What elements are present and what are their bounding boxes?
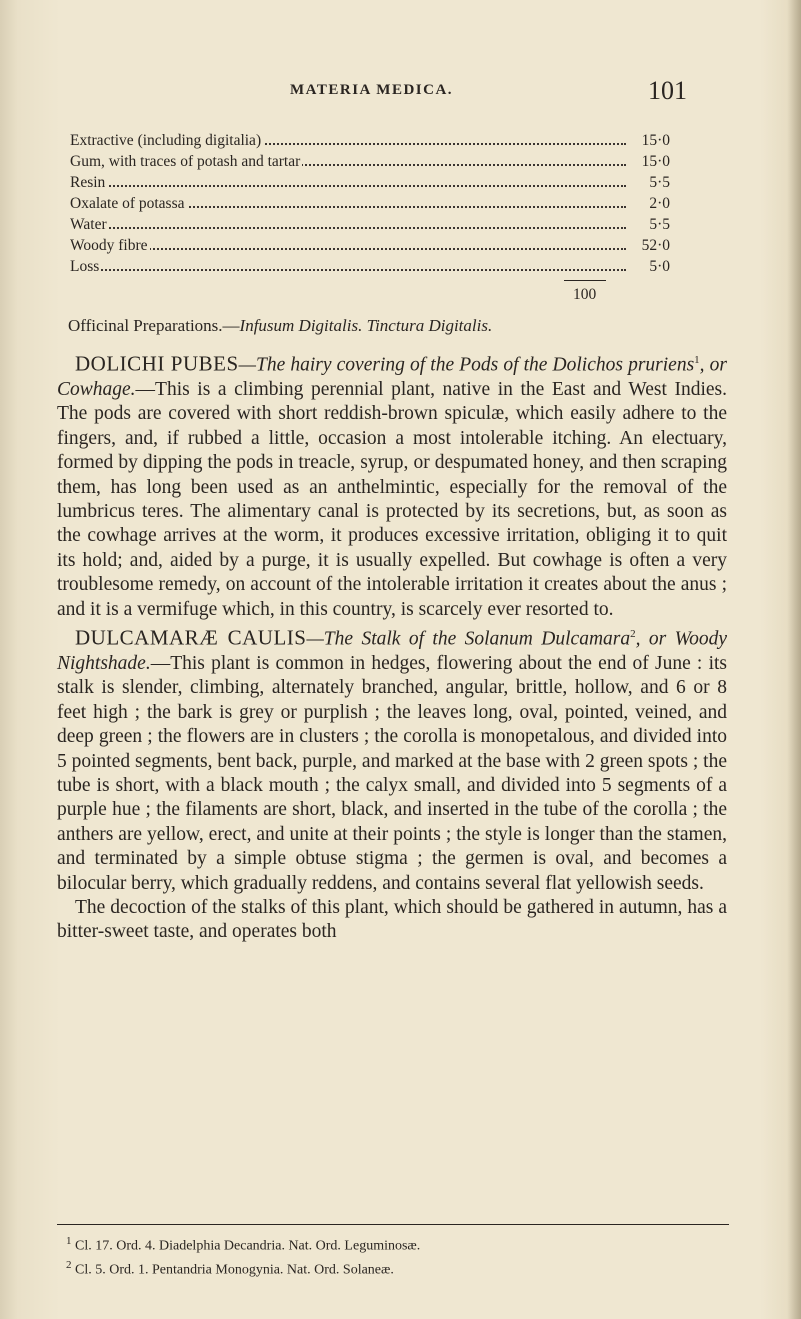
footnote-1 [66, 1232, 726, 1256]
analysis-table [70, 130, 670, 277]
analysis-row-label-text: Oxalate of potassa [70, 195, 185, 212]
analysis-row-value: 5·0 [649, 258, 670, 275]
footnote-2 [66, 1256, 726, 1280]
analysis-row-label [70, 256, 101, 277]
dolichi-paragraph [57, 348, 727, 622]
footnote-2-mark: 2 [66, 1258, 72, 1271]
analysis-row-value: 15·0 [641, 132, 670, 149]
footnote-mark-2: 2 [630, 627, 636, 640]
total-rule [564, 280, 606, 281]
analysis-row [70, 214, 670, 235]
analysis-row [70, 256, 670, 277]
analysis-row-label [70, 235, 150, 256]
analysis-row-label-text: Gum, with traces of potash and tartar [70, 153, 301, 170]
analysis-row [70, 130, 670, 151]
analysis-row-label [70, 130, 263, 151]
analysis-row [70, 172, 670, 193]
dulcamarae-heading: DULCAMARÆ CAULIS [75, 625, 307, 650]
dolichi-alt-name: , or Cowhage. [57, 354, 728, 400]
analysis-row-label-text: Water [70, 216, 107, 233]
analysis-row [70, 151, 670, 172]
dolichi-text: —This is a climbing perennial plant, native in the East and West Indies. The pods are covered with short reddish-brown spiculæ, which easily adhere to the fingers, and, if rubbed a little, occasion a most intolerable itching. An electuary, formed by dipping the pods in treacle, syrup, or despumated honey, and then scraping them, has long been used as an anthelmintic, especially for the removal of the lumbricus teres. The alimentary canal is protected by its secretions, but, as soon as the cowhage arrives at the worm, it produces excessive irritation, obliging it to quit its hold; and, aided by a purge, it is usually expelled. But cowhage is often a very troublesome remedy, on account of the intolerable irritation it creates about the anus ; and it is a vermifuge which, in this country, is scarcely ever resorted to. [57, 378, 727, 620]
analysis-row-value: 5·5 [649, 216, 670, 233]
dot-leader [70, 227, 626, 229]
analysis-row [70, 235, 670, 256]
decoction-paragraph: The decoction of the stalks of this plant, which should be gathered in autumn, has a bitter-sweet taste, and operates both [57, 896, 727, 943]
main-text [57, 348, 727, 945]
dulcamarae-description: —The Stalk of the Solanum Dulcamara [306, 628, 631, 650]
analysis-row-value: 52·0 [641, 237, 670, 254]
analysis-row-value: 2·0 [649, 195, 670, 212]
officinal-preparations [68, 316, 708, 336]
dulcamarae-paragraph [57, 622, 727, 896]
page-header [0, 78, 801, 108]
footnote-2-text: Cl. 5. Ord. 1. Pentandria Monogynia. Nat. Ord. Solaneæ. [75, 1262, 394, 1278]
dolichi-heading: DOLICHI PUBES [75, 351, 239, 376]
dulcamarae-alt-name: , or Woody Nightshade. [57, 628, 727, 674]
page-edge-shadow [787, 0, 801, 1319]
dulcamarae-text: —This plant is common in hedges, flowering about the end of June : its stalk is slender, climbing, alternately branched, angular, brittle, hollow, and 6 or 8 feet high ; the bark is grey or purplish ; the leaves long, oval, pointed, veined, and deep green ; the flowers are in clusters ; the corolla is monopetalous, and divided into 5 pointed segments, bent back, purple, and marked at the base with 2 green spots ; the tube is short, with a black mouth ; the calyx small, and divided into 5 segments of a purple hue ; the filaments are short, black, and inserted in the tube of the corolla ; the anthers are yellow, erect, and unite at their points ; the style is longer than the stamen, and terminated by a simple obtuse stigma ; the germen is oval, and becomes a bilocular berry, which gradually reddens, and contains several flat yellowish seeds. [57, 652, 727, 894]
analysis-row-label [70, 214, 109, 235]
analysis-row-label [70, 172, 107, 193]
analysis-row-label-text: Resin [70, 174, 106, 191]
footnote-1-mark: 1 [66, 1235, 72, 1247]
footnote-rule [57, 1224, 729, 1225]
running-title: MATERIA MEDICA. [290, 82, 454, 98]
analysis-row-label-text: Woody fibre [70, 237, 148, 254]
page-number: 101 [648, 76, 687, 105]
analysis-row-value: 5·5 [649, 174, 670, 191]
footnote-1-text: Cl. 17. Ord. 4. Diadelphia Decandria. Nat. Ord. Leguminosæ. [75, 1238, 421, 1254]
officinal-items: Infusum Digitalis. Tinctura Digitalis. [239, 316, 493, 335]
analysis-row-label [70, 151, 302, 172]
analysis-row [70, 193, 670, 214]
officinal-prefix: Officinal Preparations.— [68, 316, 240, 335]
analysis-row-label [70, 193, 187, 214]
dolichi-description: —The hairy covering of the Pods of the Dolichos pruriens [238, 354, 695, 376]
dot-leader [70, 185, 626, 187]
analysis-total: 100 [573, 286, 597, 303]
analysis-row-label-text: Loss [70, 258, 100, 275]
dot-leader [70, 248, 626, 250]
footnote-mark-1: 1 [694, 354, 700, 366]
dot-leader [70, 269, 626, 271]
footnotes [66, 1232, 726, 1279]
analysis-row-label-text: Extractive (including digitalia) [70, 132, 262, 149]
analysis-row-value: 15·0 [641, 153, 670, 170]
